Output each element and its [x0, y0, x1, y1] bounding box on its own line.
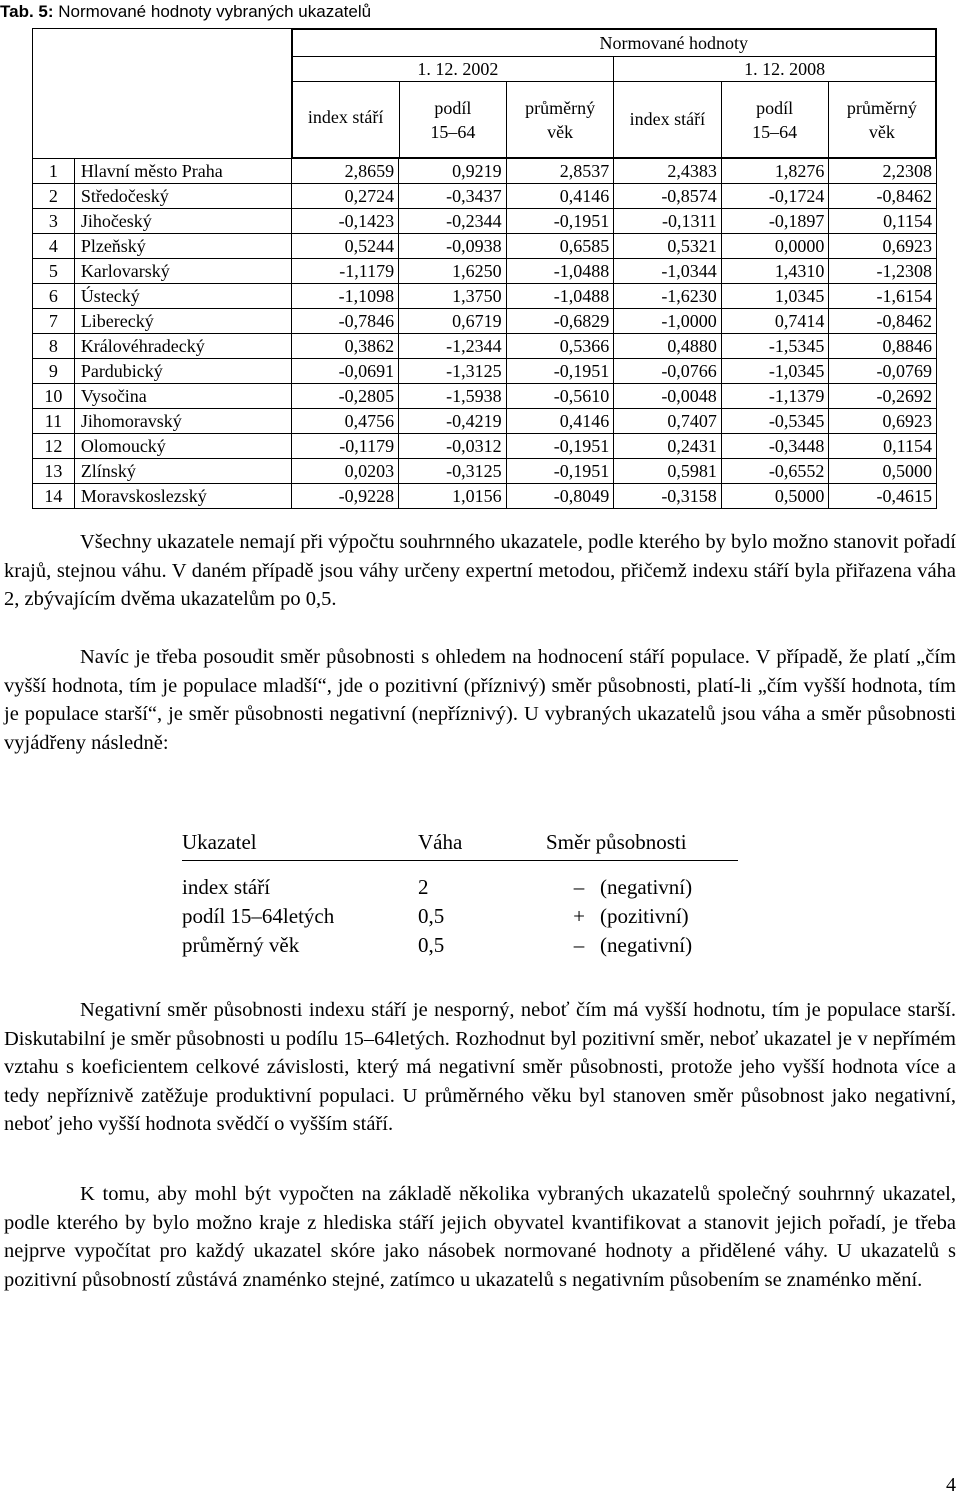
col-podil-2002-line1: podíl	[434, 97, 472, 118]
date-2002: 1. 12. 2002	[292, 57, 614, 82]
value-cell: -1,2308	[829, 259, 937, 284]
table-caption	[0, 2, 371, 22]
value-cell: -0,8462	[829, 184, 937, 209]
value-cell: -0,2805	[291, 384, 399, 409]
value-cell: 1,8276	[721, 159, 829, 184]
paragraph-3-text: Negativní směr působnosti indexu stáří je nesporný, neboť čím má vyšší hodnotu, tím je populace starší. Diskutabilní je směr působnosti u podílu 15–64letých. Rozhodnut byl pozitivní směr, neboť ukazatel je v nepřímém vztahu s koeficientem celkové závislosti, který má negativní směr působnosti, protože jeho vyšší hodnota více a tedy nepříznivě zatěžuje produktivní populaci. U průměrného věku byl stanoven směr působnost jako negativní, neboť jeho vyšší hodnota svědčí o vyšším stáří.	[4, 999, 956, 1136]
value-cell: -1,5938	[399, 384, 507, 409]
direction-label: (negativní)	[600, 933, 693, 957]
value-cell: 0,2724	[291, 184, 399, 209]
paragraph-3	[4, 996, 956, 1139]
col-vek-2008	[828, 82, 935, 158]
table-row	[33, 409, 937, 434]
table-row	[33, 259, 937, 284]
table-row	[33, 334, 937, 359]
col-index-2008: index stáří	[614, 82, 721, 158]
value-cell: 0,4880	[614, 334, 722, 359]
value-cell: -1,0345	[721, 359, 829, 384]
value-cell: 0,8846	[829, 334, 937, 359]
value-cell: -0,1423	[291, 209, 399, 234]
value-cell: 0,4146	[506, 184, 614, 209]
region-name: Jihočeský	[74, 209, 291, 234]
value-cell: -0,6829	[506, 309, 614, 334]
region-name: Pardubický	[74, 359, 291, 384]
value-cell: -1,0488	[506, 284, 614, 309]
paragraph-4	[4, 1180, 956, 1294]
value-cell: 0,6923	[829, 234, 937, 259]
value-cell: -0,0769	[829, 359, 937, 384]
weights-row	[182, 873, 738, 902]
row-number: 8	[33, 334, 75, 359]
weights-indicator: průměrný věk	[182, 933, 300, 957]
value-cell: -1,0488	[506, 259, 614, 284]
row-number: 7	[33, 309, 75, 334]
value-cell: -0,0048	[614, 384, 722, 409]
col-podil-2008-line2: 15–64	[752, 121, 798, 142]
table-row	[33, 484, 937, 509]
table-row	[33, 359, 937, 384]
weights-direction	[558, 904, 738, 929]
caption-text: Normované hodnoty vybraných ukazatelů	[58, 2, 372, 21]
region-name: Liberecký	[74, 309, 291, 334]
row-number: 11	[33, 409, 75, 434]
value-cell: -1,0000	[614, 309, 722, 334]
paragraph-2	[4, 643, 956, 757]
value-cell: -0,5345	[721, 409, 829, 434]
region-header-cell	[33, 29, 292, 159]
value-cell: 0,2431	[614, 434, 722, 459]
table-row	[33, 209, 937, 234]
value-cell: 2,8537	[506, 159, 614, 184]
values-header-cell	[291, 29, 937, 159]
value-cell: 0,6585	[506, 234, 614, 259]
region-name: Královéhradecký	[74, 334, 291, 359]
normalized-values-table	[32, 28, 937, 509]
row-number: 3	[33, 209, 75, 234]
col-vek-2002-line1: průměrný	[525, 97, 596, 118]
value-cell: 1,6250	[399, 259, 507, 284]
row-number: 12	[33, 434, 75, 459]
col-vek-2008-line1: průměrný	[846, 97, 917, 118]
value-cell: 0,5981	[614, 459, 722, 484]
col-vek-2008-line2: věk	[868, 121, 895, 142]
table-row	[33, 434, 937, 459]
direction-label: (pozitivní)	[600, 904, 689, 928]
direction-sign: –	[573, 933, 585, 957]
value-cell: -0,9228	[291, 484, 399, 509]
value-cell: 2,8659	[291, 159, 399, 184]
value-cell: 1,0156	[399, 484, 507, 509]
weights-col-smer: Směr působnosti	[546, 829, 687, 854]
weights-weight: 0,5	[418, 904, 445, 928]
region-name: Vysočina	[74, 384, 291, 409]
weights-header	[182, 824, 738, 861]
value-cell: -0,1179	[291, 434, 399, 459]
table-row	[33, 184, 937, 209]
value-cell: 0,5000	[721, 484, 829, 509]
value-cell: 0,4756	[291, 409, 399, 434]
page-number: 4	[946, 1474, 956, 1496]
row-number: 10	[33, 384, 75, 409]
row-number: 6	[33, 284, 75, 309]
value-cell: 0,5321	[614, 234, 722, 259]
weights-direction	[558, 933, 738, 958]
value-cell: -0,3437	[399, 184, 507, 209]
value-cell: -0,0938	[399, 234, 507, 259]
value-cell: -1,5345	[721, 334, 829, 359]
value-cell: -0,1951	[506, 359, 614, 384]
value-cell: -1,1379	[721, 384, 829, 409]
table-body	[33, 159, 937, 509]
value-cell: -0,0312	[399, 434, 507, 459]
row-number: 2	[33, 184, 75, 209]
value-cell: -0,0691	[291, 359, 399, 384]
value-cell: -0,1724	[721, 184, 829, 209]
col-podil-2002	[399, 82, 506, 158]
value-cell: -0,3158	[614, 484, 722, 509]
value-cell: -0,1951	[506, 209, 614, 234]
value-cell: 0,7414	[721, 309, 829, 334]
value-cell: -0,4219	[399, 409, 507, 434]
direction-sign: +	[573, 904, 585, 928]
value-cell: -0,2344	[399, 209, 507, 234]
row-number: 1	[33, 159, 75, 184]
value-cell: -0,3448	[721, 434, 829, 459]
value-cell: 1,4310	[721, 259, 829, 284]
region-name: Zlínský	[74, 459, 291, 484]
weights-indicator: index stáří	[182, 875, 271, 899]
row-number: 5	[33, 259, 75, 284]
weights-col-ukazatel: Ukazatel	[182, 829, 257, 854]
region-name: Hlavní město Praha	[74, 159, 291, 184]
value-cell: -0,1897	[721, 209, 829, 234]
value-cell: 0,1154	[829, 209, 937, 234]
table-row	[33, 459, 937, 484]
value-cell: -0,8049	[506, 484, 614, 509]
date-2008: 1. 12. 2008	[614, 57, 936, 82]
weights-weight: 0,5	[418, 933, 445, 957]
row-number: 14	[33, 484, 75, 509]
region-name: Jihomoravský	[74, 409, 291, 434]
col-podil-2002-line2: 15–64	[430, 121, 476, 142]
value-cell: -0,4615	[829, 484, 937, 509]
row-number: 9	[33, 359, 75, 384]
table-row	[33, 159, 937, 184]
value-cell: -0,1951	[506, 434, 614, 459]
values-header	[292, 29, 937, 158]
value-cell: -0,1311	[614, 209, 722, 234]
value-cell: 0,6923	[829, 409, 937, 434]
weights-indicator: podíl 15–64letých	[182, 904, 335, 928]
value-cell: -1,3125	[399, 359, 507, 384]
region-name: Plzeňský	[74, 234, 291, 259]
row-number: 13	[33, 459, 75, 484]
value-cell: 1,3750	[399, 284, 507, 309]
value-cell: -1,1098	[291, 284, 399, 309]
value-cell: -1,2344	[399, 334, 507, 359]
value-cell: 0,7407	[614, 409, 722, 434]
value-cell: 1,0345	[721, 284, 829, 309]
paragraph-2-text: Navíc je třeba posoudit směr působnosti s ohledem na hodnocení stáří populace. V případě, že platí „čím vyšší hodnota, tím je populace mladší“, jde o pozitivní (příznivý) směr působnosti, platí-li „čím vyšší hodnota, tím je populace starší“, je směr působnosti negativní (nepříznivý). U vybraných ukazatelů jsou váha a směr působnosti vyjádřeny následně:	[4, 646, 956, 754]
col-vek-2002-line2: věk	[547, 121, 574, 142]
col-index-2002: index stáří	[292, 82, 399, 158]
value-cell: -1,1179	[291, 259, 399, 284]
value-cell: -0,0766	[614, 359, 722, 384]
value-cell: 0,6719	[399, 309, 507, 334]
value-cell: 0,0203	[291, 459, 399, 484]
value-cell: 0,9219	[399, 159, 507, 184]
weights-body	[182, 873, 738, 960]
value-cell: 0,5000	[829, 459, 937, 484]
value-cell: 0,1154	[829, 434, 937, 459]
value-cell: 0,3862	[291, 334, 399, 359]
caption-label: Tab. 5:	[0, 2, 54, 21]
value-cell: 0,5244	[291, 234, 399, 259]
value-cell: -0,8462	[829, 309, 937, 334]
value-cell: 2,4383	[614, 159, 722, 184]
value-cell: 0,4146	[506, 409, 614, 434]
region-name: Středočeský	[74, 184, 291, 209]
region-name: Ústecký	[74, 284, 291, 309]
col-podil-2008-line1: podíl	[756, 97, 794, 118]
table-row	[33, 384, 937, 409]
col-podil-2008	[721, 82, 828, 158]
table-row	[33, 284, 937, 309]
value-cell: -0,5610	[506, 384, 614, 409]
paragraph-4-text: K tomu, aby mohl být vypočten na základě několika vybraných ukazatelů společný souhrnný ukazatel, podle kterého by bylo možno kraje z hlediska stáří jejich obyvatel kvantifikovat a stanovit jejich pořadí, je třeba nejprve vypočítat pro každý ukazatel skóre jako násobek normované hodnoty a přidělené váhy. U ukazatelů s pozitivní působností zůstává znaménko stejné, zatímco u ukazatelů s negativním působením se znaménko mění.	[4, 1183, 956, 1291]
region-name: Karlovarský	[74, 259, 291, 284]
weights-direction	[558, 875, 738, 900]
value-cell: -1,6230	[614, 284, 722, 309]
value-cell: 0,0000	[721, 234, 829, 259]
value-cell: -0,2692	[829, 384, 937, 409]
value-cell: 2,2308	[829, 159, 937, 184]
region-name: Moravskoslezský	[74, 484, 291, 509]
weights-col-vaha: Váha	[418, 829, 463, 854]
value-cell: -1,0344	[614, 259, 722, 284]
table-row	[33, 234, 937, 259]
paragraph-1	[4, 528, 956, 614]
col-vek-2002	[507, 82, 614, 158]
value-cell: -0,1951	[506, 459, 614, 484]
direction-sign: –	[573, 875, 585, 899]
group-title: Normované hodnoty	[292, 30, 936, 57]
direction-label: (negativní)	[600, 875, 693, 899]
value-cell: 0,5366	[506, 334, 614, 359]
region-name: Olomoucký	[74, 434, 291, 459]
weights-table	[182, 824, 738, 960]
value-cell: -0,3125	[399, 459, 507, 484]
weights-row	[182, 902, 738, 931]
value-cell: -0,7846	[291, 309, 399, 334]
value-cell: -1,6154	[829, 284, 937, 309]
row-number: 4	[33, 234, 75, 259]
paragraph-1-text: Všechny ukazatele nemají při výpočtu souhrnného ukazatele, podle kterého by bylo možno stanovit pořadí krajů, stejnou váhu. V daném případě jsou váhy určeny expertní metodou, přičemž indexu stáří byla přiřazena váha 2, zbývajícím dvěma ukazatelům po 0,5.	[4, 531, 956, 611]
value-cell: -0,6552	[721, 459, 829, 484]
weights-weight: 2	[418, 875, 429, 899]
table-row	[33, 309, 937, 334]
weights-row	[182, 931, 738, 960]
value-cell: -0,8574	[614, 184, 722, 209]
